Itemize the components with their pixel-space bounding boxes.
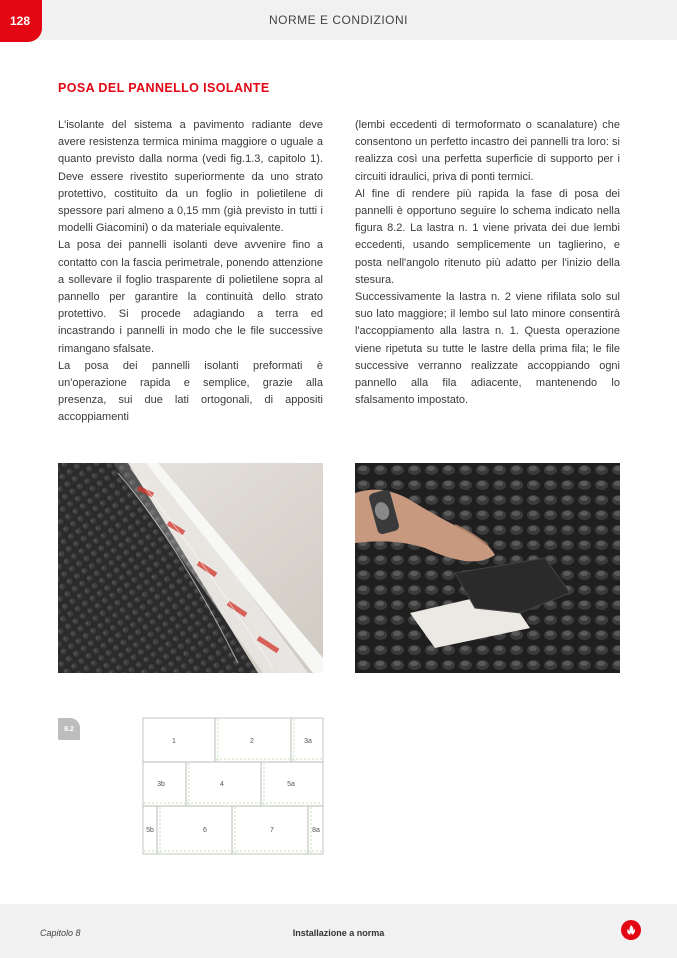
right-text-column bbox=[355, 117, 620, 409]
photo-illustration bbox=[355, 463, 620, 673]
panel-outline bbox=[157, 806, 232, 854]
panel-label: 5a bbox=[287, 781, 295, 788]
panel-label: 7 bbox=[270, 827, 274, 834]
paragraph: Al fine di rendere più rapida la fase di posa dei pannelli è opportuno seguire lo schema indicato nella figura 8.2. La lastra n. 1 viene privata dei due lembi eccedenti, usando semplicemente un taglierino, e posta nell'angolo ritenuto più adatto per l'inizio della stesura. bbox=[355, 187, 620, 286]
panel-label: 8a bbox=[312, 827, 320, 834]
brand-logo-icon bbox=[621, 920, 641, 940]
photo-illustration bbox=[58, 463, 323, 673]
page-number-badge: 128 bbox=[0, 0, 42, 42]
left-text-column bbox=[58, 117, 323, 427]
paragraph: La posa dei pannelli isolanti deve avvenire fino a contatto con la fascia perimetrale, ponendo attenzione a sollevare il foglio trasparente di polietilene sopra al pannello per garantire la continuità dello strato protettivo. Si procede adagiando a terra ed incastrando i pannelli in modo che le file successive rimangano sfalsate. bbox=[58, 239, 323, 355]
photo-panel-installation-hand bbox=[355, 463, 620, 673]
panel-label: 3a bbox=[304, 738, 312, 745]
photo-insulation-panel-film bbox=[58, 463, 323, 673]
paragraph: Successivamente la lastra n. 2 viene rifilata solo sul suo lato maggiore; il lembo sul lato minore consentirà l'accoppiamento alla lastra n. 1. Questa operazione viene ripetuta su tutte le lastre della prima fila; le file successive verranno realizzate accoppiando ogni pannello alla fila adiacente, mantenendo lo sfalsamento impostato. bbox=[355, 291, 620, 407]
panel-label: 6 bbox=[203, 827, 207, 834]
figure-label-badge: 8.2 bbox=[58, 718, 80, 740]
panel-label: 4 bbox=[220, 781, 224, 788]
paragraph: L'isolante del sistema a pavimento radiante deve avere resistenza termica minima maggiore o uguale a quanto previsto dalla norma (vedi fig.1.3, capitolo 1). Deve essere rivestito superiormente da uno strato protettivo, costituito da un foglio in polietilene di spessore pari almeno a 0,15 mm (già previsto in tutti i modelli Giacomini) o da materiale equivalente. bbox=[58, 119, 323, 235]
panel-layout-svg bbox=[142, 717, 324, 857]
panel-label: 1 bbox=[172, 738, 176, 745]
panel-label: 3b bbox=[157, 781, 165, 788]
panel-layout-diagram bbox=[142, 717, 324, 857]
paragraph: (lembi eccedenti di termoformato o scanalature) che consentono un perfetto incastro dei pannelli tra loro: si realizza così una perfetta superficie di supporto per i circuiti idraulici, priva di ponti termici. bbox=[355, 119, 620, 183]
section-title: POSA DEL PANNELLO ISOLANTE bbox=[58, 81, 270, 95]
header-title: NORME E CONDIZIONI bbox=[268, 13, 408, 27]
flame-icon bbox=[625, 924, 637, 936]
overlap-lines bbox=[144, 719, 322, 853]
panel-label: 5b bbox=[146, 827, 154, 834]
panel-outline bbox=[143, 718, 215, 762]
paragraph: La posa dei pannelli isolanti preformati è un'operazione rapida e semplice, grazie alla presenza, sui due lati ortogonali, di appositi accoppiamenti bbox=[58, 359, 323, 424]
footer-section: Installazione a norma bbox=[292, 928, 385, 938]
footer-chapter: Capitolo 8 bbox=[40, 928, 81, 938]
panel-label: 2 bbox=[250, 738, 254, 745]
